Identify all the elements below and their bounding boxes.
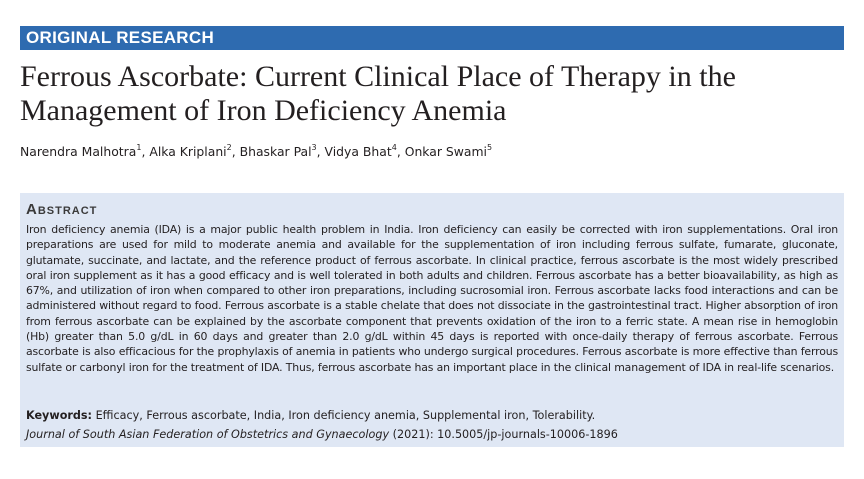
article-title-line-1: Ferrous Ascorbate: Current Clinical Place of Therapy in the: [20, 60, 736, 93]
abstract-heading: Abstract: [26, 201, 98, 218]
article-title: [20, 60, 850, 128]
author-affiliation[interactable]: 5: [487, 142, 493, 152]
author-separator: ,: [396, 144, 405, 159]
section-label-banner: ORIGINAL RESEARCH: [20, 26, 844, 50]
journal-name[interactable]: Journal of South Asian Federation of Obstetrics and Gynaecology: [26, 428, 390, 441]
article-title-line-2: Management of Iron Deficiency Anemia: [20, 94, 507, 127]
keywords-label: Keywords:: [26, 409, 93, 422]
author-separator: ,: [316, 144, 325, 159]
author-affiliation[interactable]: 1: [136, 142, 142, 152]
author-name[interactable]: Bhaskar Pal: [239, 144, 312, 159]
author-separator: ,: [231, 144, 240, 159]
keywords-line: [26, 408, 838, 424]
author-name[interactable]: Onkar Swami: [404, 144, 487, 159]
author-affiliation[interactable]: 3: [311, 142, 317, 152]
author-name[interactable]: Vidya Bhat: [324, 144, 392, 159]
abstract-body: Iron deficiency anemia (IDA) is a major public health problem in India. Iron deficiency can easily be corrected with iron supplementations. Oral iron preparations are used for mild to moderate anemia and available for the supplementation of iron including ferrous sulfate, fumarate, gluconate, glutamate, succinate, and lactate, and the reference product of ferrous ascorbate. In clinical practice, ferrous ascorbate is the most widely prescribed oral iron supplement as it has a good efficacy and is well tolerated in both adults and children. Ferrous ascorbate has a better bioavailability, as high as 67%, and utilization of iron when compared to other iron preparations, including sucrosomial iron. Ferrous ascorbate lacks food interactions and can be administered without regard to food. Ferrous ascorbate is a stable chelate that does not dissociate in the gastrointestinal tract. Higher absorption of iron from ferrous ascorbate can be explained by the ascorbate component that prevents oxidation of the iron to a ferric state. A mean rise in hemoglobin (Hb) greater than 5.0 g/dL in 60 days and greater than 2.0 g/dL within 45 days is reported with once-daily therapy of ferrous ascorbate. Ferrous ascorbate is also efficacious for the prophylaxis of anemia in patients who undergo surgical procedures. Ferrous ascorbate is more effective than ferrous sulfate or carbonyl iron for the treatment of IDA. Thus, ferrous ascorbate has an important place in the clinical management of IDA in real-life scenarios.: [26, 223, 838, 374]
keywords-text: Efficacy, Ferrous ascorbate, India, Iron deficiency anemia, Supplemental iron, Tolerability.: [95, 409, 596, 422]
abstract-section: [20, 193, 844, 447]
citation-details[interactable]: (2021): 10.5005/jp-journals-10006-1896: [392, 428, 618, 441]
author-separator: ,: [141, 144, 150, 159]
author-affiliation[interactable]: 2: [226, 142, 232, 152]
author-name[interactable]: Narendra Malhotra: [20, 144, 137, 159]
author-list: [20, 143, 850, 161]
citation-line: [26, 427, 838, 443]
author-name[interactable]: Alka Kriplani: [149, 144, 227, 159]
author-affiliation[interactable]: 4: [391, 142, 397, 152]
